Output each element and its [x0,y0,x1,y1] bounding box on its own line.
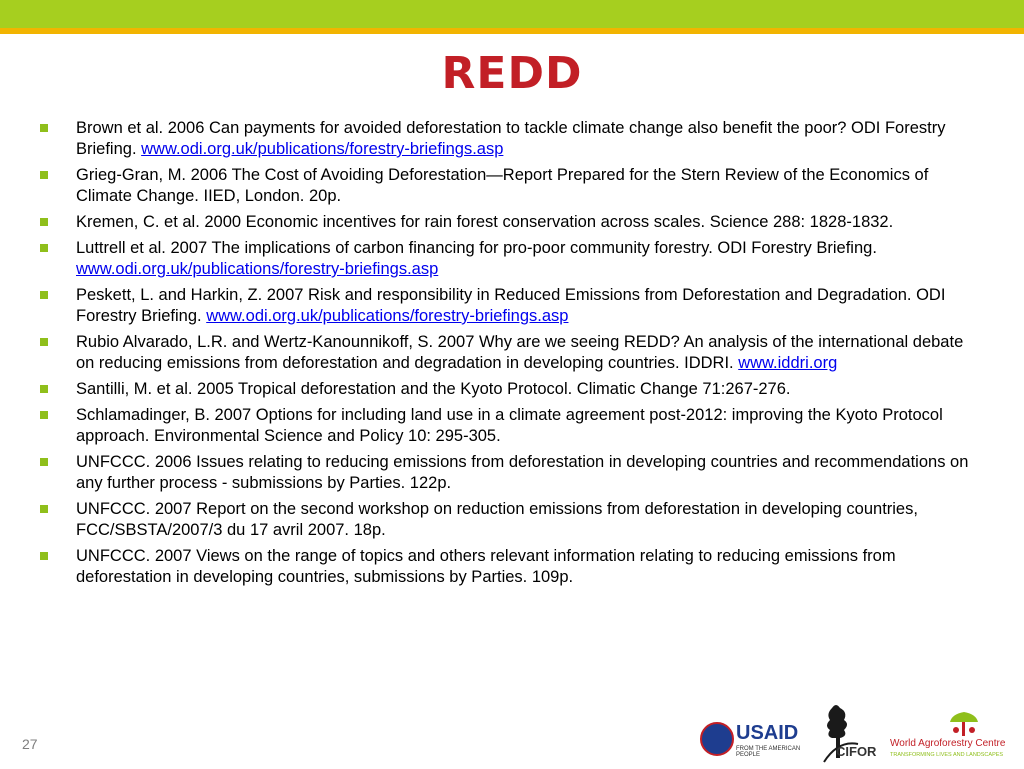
reference-link[interactable]: www.iddri.org [738,354,838,372]
bullet-icon [40,338,48,346]
usaid-seal-icon [700,722,734,756]
reference-item [36,499,986,541]
reference-list [36,118,986,593]
reference-item [36,165,986,207]
reference-item [36,546,986,588]
reference-link[interactable]: www.odi.org.uk/publications/forestry-briefings.asp [76,260,439,278]
reference-text: Schlamadinger, B. 2007 Options for including land use in a climate agreement post-2012: improving the Kyoto Protocol approach. Environmental Science and Policy 10: 295-305. [76,406,943,445]
reference-item [36,405,986,447]
top-band-gold [0,28,1024,34]
reference-text: Brown et al. 2006 Can payments for avoided deforestation to tackle climate change also benefit the poor? ODI Forestry Briefing. [76,119,946,158]
reference-text: Luttrell et al. 2007 The implications of carbon financing for pro-poor community forestry. ODI Forestry Briefing. [76,239,877,257]
bullet-icon [40,385,48,393]
reference-text: Rubio Alvarado, L.R. and Wertz-Kanounnikoff, S. 2007 Why are we seeing REDD? An analysis of the international debate on reducing emissions from deforestation and degradation in developing countries. IDDRI. [76,333,964,372]
reference-item [36,238,986,280]
reference-item [36,212,986,233]
page-number: 27 [22,736,38,752]
bullet-icon [40,458,48,466]
slide-title: REDD [441,48,583,99]
reference-item [36,332,986,374]
reference-text: Grieg-Gran, M. 2006 The Cost of Avoiding Deforestation—Report Prepared for the Stern Review of the Economics of Climate Change. IIED, London. 20p. [76,166,929,205]
reference-link[interactable]: www.odi.org.uk/publications/forestry-briefings.asp [206,307,569,325]
reference-item [36,452,986,494]
bullet-icon [40,171,48,179]
bullet-icon [40,218,48,226]
bullet-icon [40,124,48,132]
reference-link[interactable]: www.odi.org.uk/publications/forestry-briefings.asp [141,140,504,158]
footer-logos [700,700,1010,764]
reference-item [36,118,986,160]
usaid-logo-text: USAID [736,722,799,744]
icraf-tagline: TRANSFORMING LIVES AND LANDSCAPES [890,752,1004,758]
bullet-icon [40,552,48,560]
usaid-tagline: FROM THE AMERICAN PEOPLE [736,746,801,758]
bullet-icon [40,244,48,252]
reference-item [36,285,986,327]
usaid-logo [700,720,820,760]
reference-item [36,379,986,400]
icraf-logo [890,708,1010,764]
reference-text: UNFCCC. 2007 Views on the range of topics and others relevant information relating to reducing emissions from deforestation in developing countries, submissions by Parties. 109p. [76,547,896,586]
reference-text: Santilli, M. et al. 2005 Tropical deforestation and the Kyoto Protocol. Climatic Change 71:267-276. [76,380,791,398]
bullet-icon [40,291,48,299]
reference-text: UNFCCC. 2006 Issues relating to reducing emissions from deforestation in developing countries and recommendations on any further process - submissions by Parties. 122p. [76,453,969,492]
bullet-icon [40,505,48,513]
top-band-green [0,0,1024,28]
reference-text: UNFCCC. 2007 Report on the second workshop on reduction emissions from deforestation in developing countries, FCC/SBSTA/2007/3 du 17 avril 2007. 18p. [76,500,918,539]
reference-text: Kremen, C. et al. 2000 Economic incentives for rain forest conservation across scales. Science 288: 1828-1832. [76,213,894,231]
cifor-logo [818,700,880,764]
icraf-logo-text: World Agroforestry Centre [890,738,1006,749]
bullet-icon [40,411,48,419]
cifor-logo-text: CIFOR [836,744,877,759]
reference-text: Peskett, L. and Harkin, Z. 2007 Risk and responsibility in Reduced Emissions from Deforestation and Degradation. ODI Forestry Briefing. [76,286,946,325]
tree-icon [934,708,994,738]
